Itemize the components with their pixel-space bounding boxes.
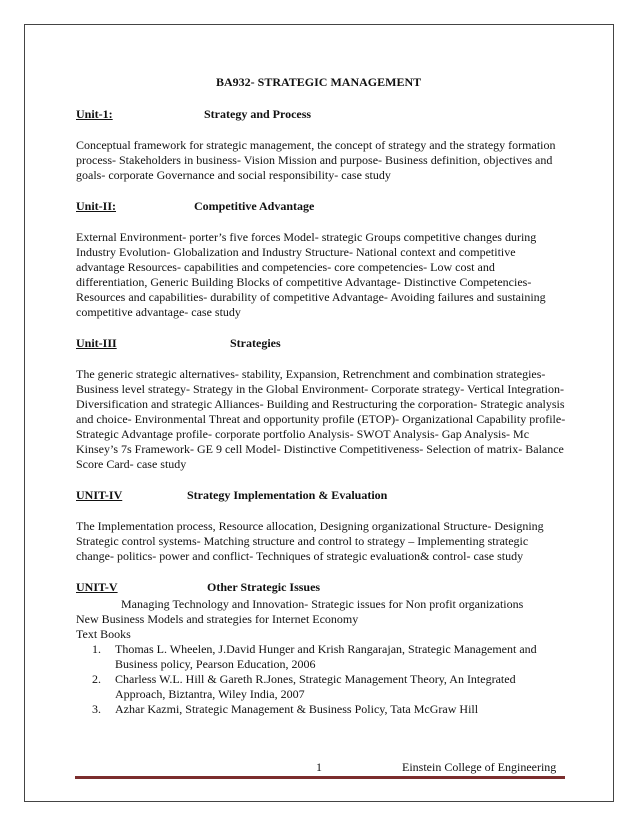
unit-2-heading [76,199,566,214]
unit-4-title: Strategy Implementation & Evaluation [187,488,388,502]
unit-5-heading [76,580,566,595]
list-item: 2. Charless W.L. Hill & Gareth R.Jones, Strategic Management Theory, An Integrated Approach, Biztantra, Wiley India, 2007 [92,672,516,701]
unit-5-line-2: New Business Models and strategies for Internet Economy [76,612,359,626]
unit-4-label: UNIT-IV [76,488,123,502]
footer-rule [75,776,565,779]
unit-3-heading [76,336,566,351]
textbooks-list [92,642,566,717]
page-title: BA932- STRATEGIC MANAGEMENT [216,75,422,89]
unit-5-title: Other Strategic Issues [207,580,321,594]
unit-3-body: The generic strategic alternatives- stability, Expansion, Retrenchment and combination strategies- Business level strategy- Strategy in the Global Environment- Corporate strategy- Vertical Integration- Diversification and strategic Alliances- Building and Restructuring the corporation- Strategic analysis and choice- Environmental Threat and opportunity profile (ETOP)- Organizational Capability profile- Strategic Advantage profile- corporate portfolio Analysis- SWOT Analysis- Gap Analysis- Mc Kinsey’s 7s Framework- GE 9 cell Model- Distinctive Competitiveness- Selection of matrix- Balance Score Card- case study [76,367,566,471]
footer-page-number: 1 [316,760,322,774]
unit-5-line-1: Managing Technology and Innovation- Strategic issues for Non profit organizations [121,597,524,611]
unit-3-title: Strategies [230,336,281,350]
unit-2-body: External Environment- porter’s five forces Model- strategic Groups competitive changes during Industry Evolution- Globalization and Industry Structure- National context and competitive advantage Resources- capabilities and competencies- core competencies- Low cost and differentiation, Generic Building Blocks of competitive Advantage- Distinctive Competencies- Resources and capabilities- durability of competitive Advantage- Avoiding failures and sustaining competitive advantage- case study [76,230,546,319]
unit-3-label: Unit-III [76,336,117,350]
list-item: 1. Thomas L. Wheelen, J.David Hunger and Krish Rangarajan, Strategic Management and Business policy, Pearson Education, 2006 [92,642,537,671]
unit-2-label: Unit-II: [76,199,117,213]
unit-1-label: Unit-1: [76,107,113,121]
unit-2-title: Competitive Advantage [194,199,315,213]
document-body [76,75,566,717]
unit-4-heading [76,488,566,503]
unit-5-label: UNIT-V [76,580,118,594]
textbooks-heading: Text Books [76,627,131,641]
unit-4-body: The Implementation process, Resource allocation, Designing organizational Structure- Designing Strategic control systems- Matching structure and control to strategy – Implementing strategic change- politics- power and conflict- Techniques of strategic evaluation& control- case study [76,519,544,563]
footer-college-name: Einstein College of Engineering [402,760,557,774]
unit-1-heading [76,107,566,122]
unit-1-body: Conceptual framework for strategic management, the concept of strategy and the strategy formation process- Stakeholders in business- Vision Mission and purpose- Business definition, objectives and goals- corporate Governance and social responsibility- case study [76,138,556,182]
list-item: 3. Azhar Kazmi, Strategic Management & Business Policy, Tata McGraw Hill [92,702,479,716]
unit-1-title: Strategy and Process [204,107,312,121]
